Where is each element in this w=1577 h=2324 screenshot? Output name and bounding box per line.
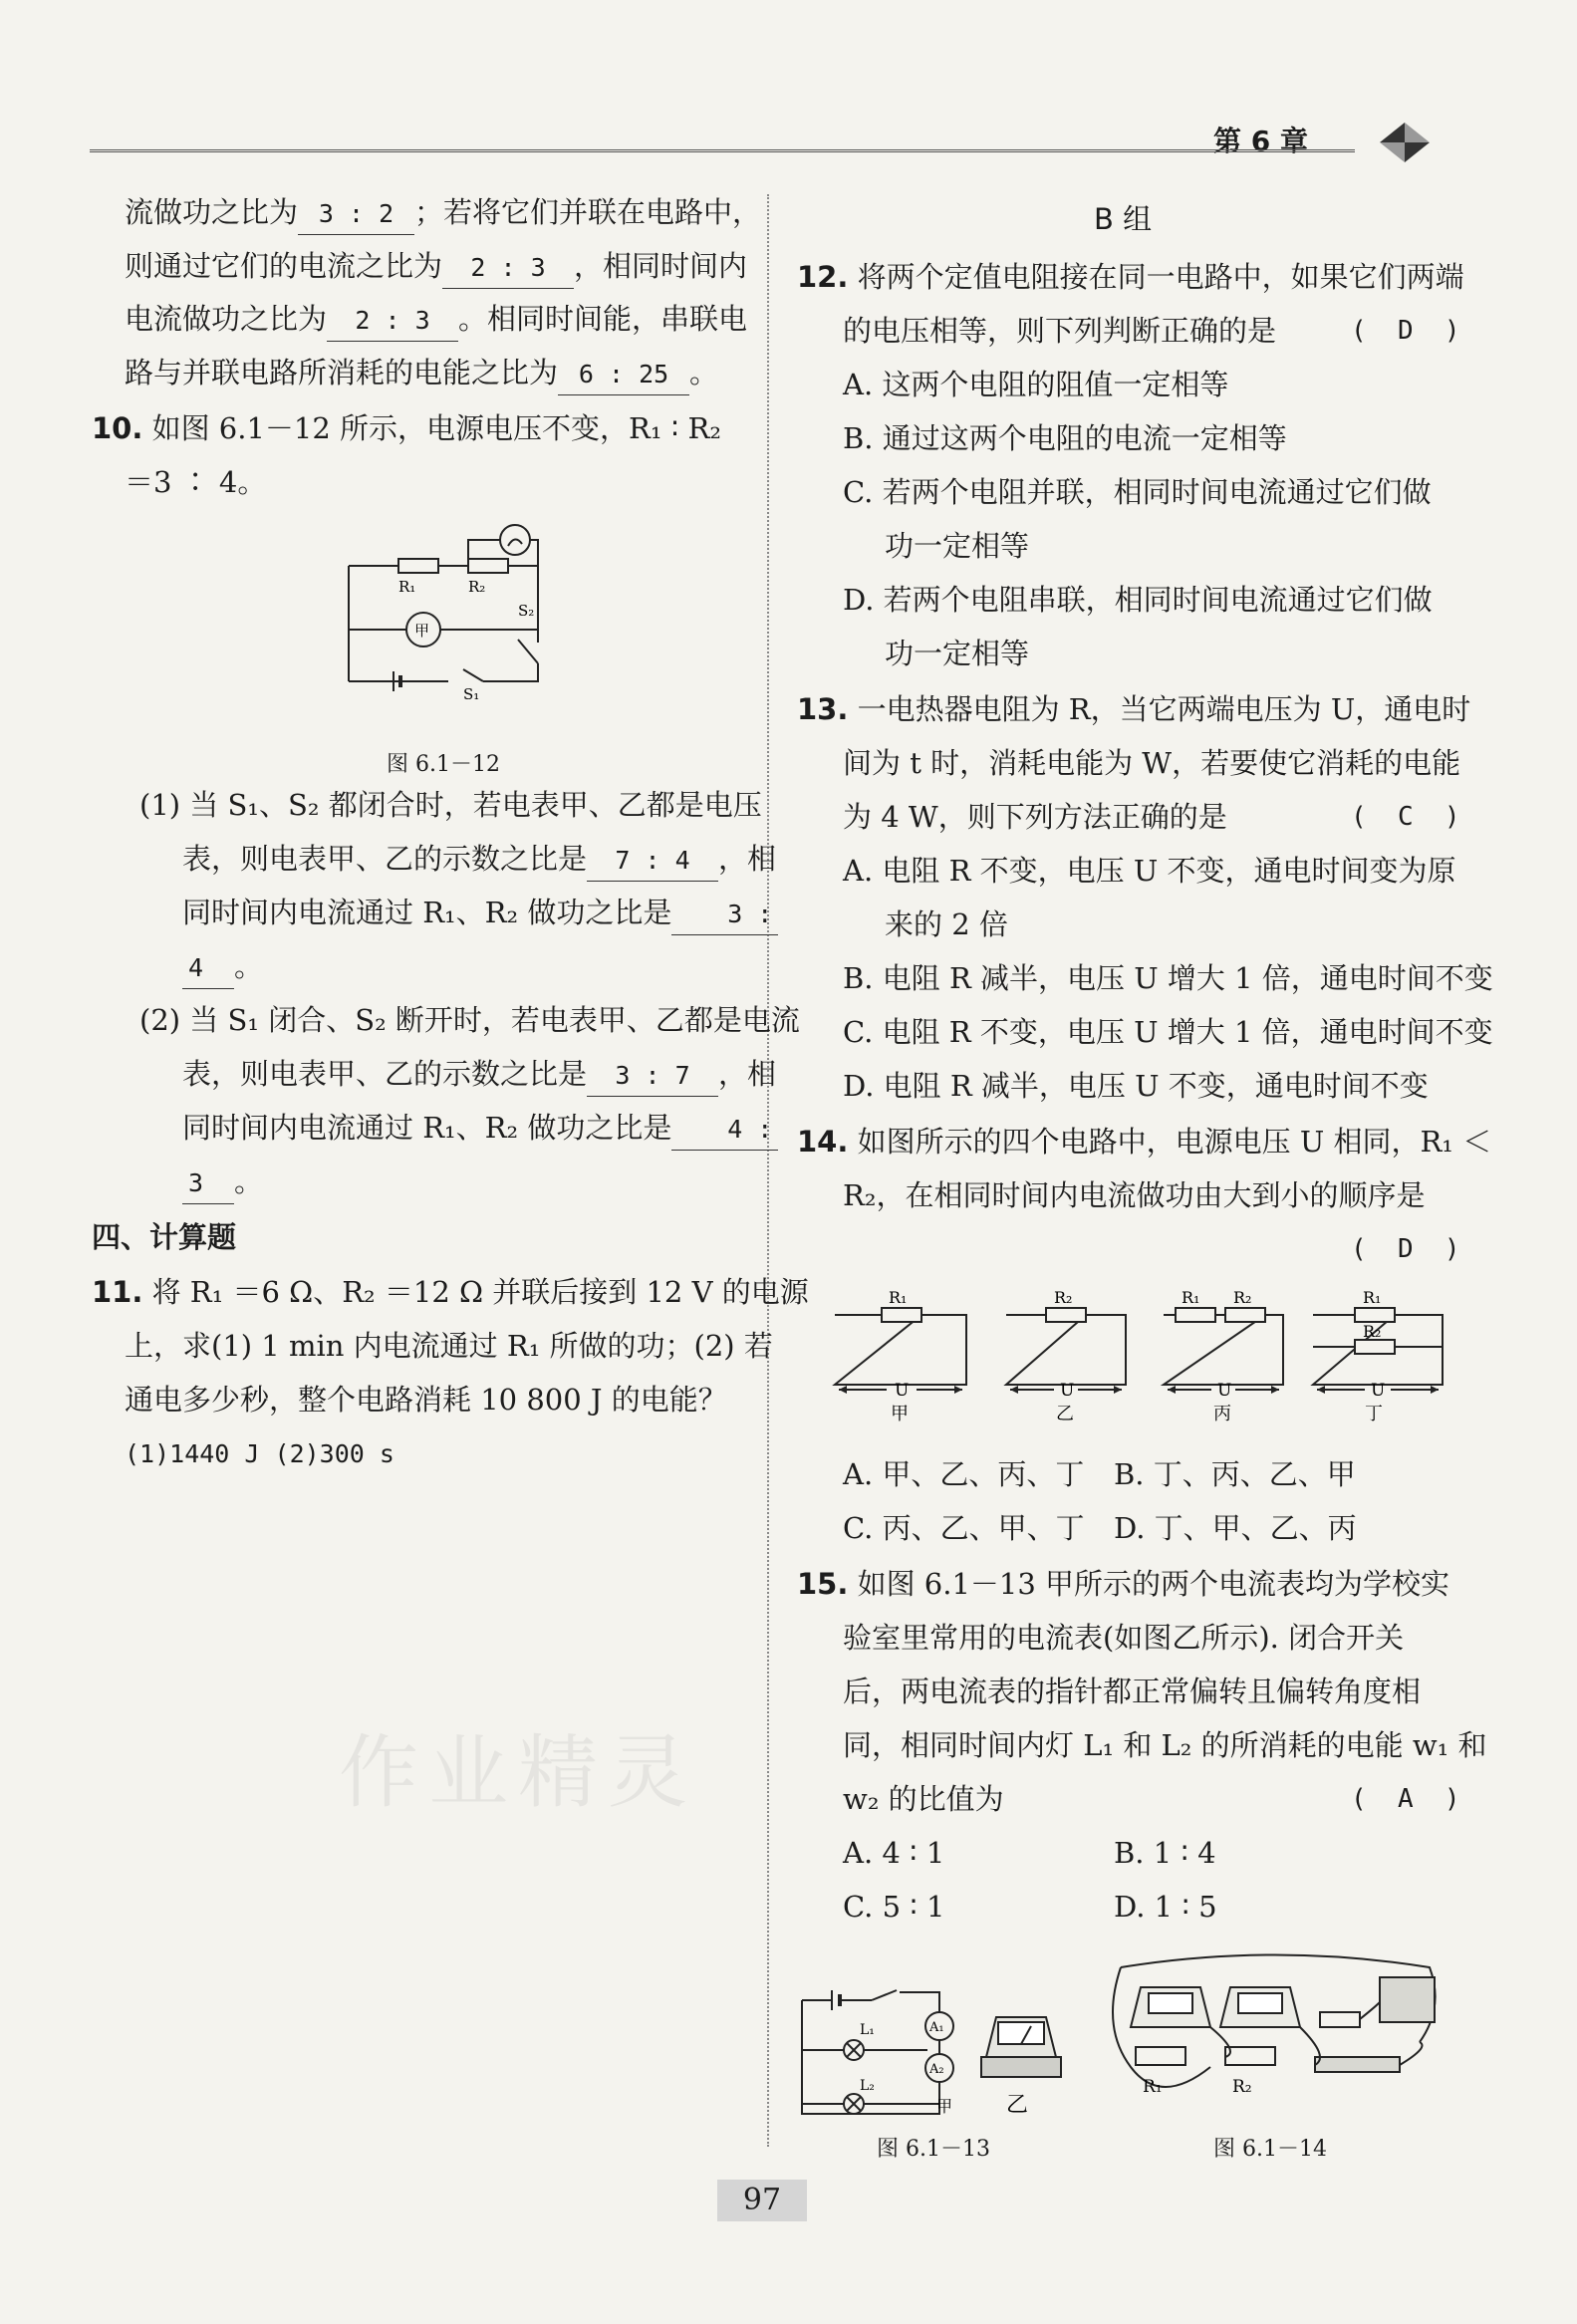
q10-2-answer-3: 3 bbox=[182, 1163, 234, 1204]
q12-option-d-cont: 功一定相等 bbox=[885, 637, 1030, 670]
q10-1-answer-1: 7 : 4 bbox=[587, 841, 718, 882]
q13-line-3: 为 4 W，则下列方法正确的是 ( C ) bbox=[843, 800, 1460, 834]
svg-text:丙: 丙 bbox=[1213, 1404, 1231, 1424]
q15-line-4: 同，相同时间内灯 L₁ 和 L₂ 的所消耗的电能 w₁ 和 bbox=[843, 1728, 1487, 1762]
svg-text:丁: 丁 bbox=[1365, 1404, 1383, 1424]
q10-line-1: 10. 如图 6.1－12 所示，电源电压不变，R₁ ∶ R₂ bbox=[92, 411, 721, 445]
q12-option-c-cont: 功一定相等 bbox=[885, 529, 1030, 563]
q13-line-1: 13. 一电热器电阻为 R，当它两端电压为 U，通电时 bbox=[797, 692, 1471, 726]
q9-line-3: 电流做功之比为 2 : 3 。相同时间能，串联电 bbox=[125, 299, 747, 342]
q12-option-b: B. 通过这两个电阻的电流一定相等 bbox=[843, 421, 1287, 455]
q10-1-line-1: (1) 当 S₁、S₂ 都闭合时，若电表甲、乙都是电压 bbox=[139, 788, 762, 822]
q14-line-1: 14. 如图所示的四个电路中，电源电压 U 相同，R₁ ＜ bbox=[797, 1125, 1492, 1159]
chapter-label: 第 6 章 bbox=[1213, 125, 1308, 157]
q10-2-answer-2: 4 : bbox=[671, 1110, 778, 1151]
svg-text:乙: 乙 bbox=[1006, 2093, 1029, 2118]
q12-line-1: 12. 将两个定值电阻接在同一电路中，如果它们两端 bbox=[797, 260, 1464, 294]
svg-text:甲: 甲 bbox=[891, 1404, 909, 1424]
q12-line-2: 的电压相等，则下列判断正确的是 ( D ) bbox=[843, 314, 1460, 348]
svg-text:U: U bbox=[1217, 1381, 1232, 1401]
q15-option-d: D. 1 ∶ 5 bbox=[1114, 1890, 1217, 1924]
svg-text:甲: 甲 bbox=[414, 622, 430, 640]
q9-line-1: 流做功之比为 3 : 2 ；若将它们并联在电路中， bbox=[125, 192, 761, 235]
q14-answer: D bbox=[1397, 1234, 1414, 1264]
q15-answer: A bbox=[1397, 1784, 1414, 1814]
q13-option-a: A. 电阻 R 不变，电压 U 不变，通电时间变为原 bbox=[843, 854, 1456, 888]
q12-answer: D bbox=[1397, 316, 1414, 346]
q13-option-a-cont: 来的 2 倍 bbox=[885, 907, 1008, 941]
q13-answer: C bbox=[1397, 802, 1414, 832]
q15-option-b: B. 1 ∶ 4 bbox=[1114, 1836, 1216, 1870]
q14-option-b: B. 丁、丙、乙、甲 bbox=[1114, 1457, 1356, 1491]
svg-text:R₂: R₂ bbox=[468, 578, 486, 596]
q10-2-line-1: (2) 当 S₁ 闭合、S₂ 断开时，若电表甲、乙都是电流 bbox=[139, 1003, 800, 1037]
group-b-heading: B 组 bbox=[1094, 202, 1153, 236]
q12-option-d: D. 若两个电阻串联，相同时间电流通过它们做 bbox=[843, 583, 1433, 617]
q11-line-2: 上，求(1) 1 min 内电流通过 R₁ 所做的功；(2) 若 bbox=[125, 1329, 773, 1363]
q9-answer-2: 2 : 3 bbox=[442, 248, 574, 289]
q10-line-2: ＝3 ∶ 4。 bbox=[125, 465, 267, 499]
q14-circuits-figure bbox=[827, 1285, 1454, 1434]
q13-option-c: C. 电阻 R 不变，电压 U 增大 1 倍，通电时间不变 bbox=[843, 1015, 1493, 1049]
q15-line-3: 后，两电流表的指针都正常偏转且偏转角度相 bbox=[843, 1675, 1422, 1708]
svg-text:A₂: A₂ bbox=[929, 2062, 944, 2077]
q14-option-d: D. 丁、甲、乙、丙 bbox=[1114, 1511, 1357, 1545]
figure-6-1-12 bbox=[329, 518, 558, 702]
svg-text:A₁: A₁ bbox=[929, 2020, 944, 2035]
q10-1-answer-2: 3 : bbox=[671, 895, 778, 935]
q9-line-2: 则通过它们的电流之比为 2 : 3 ，相同时间内 bbox=[125, 246, 747, 289]
q15-line-1: 15. 如图 6.1－13 甲所示的两个电流表均为学校实 bbox=[797, 1567, 1450, 1601]
svg-text:R₂: R₂ bbox=[1233, 1288, 1252, 1307]
column-divider bbox=[767, 194, 769, 2147]
watermark: 作业精灵 bbox=[339, 1726, 697, 1819]
q10-2-line-3: 同时间内电流通过 R₁、R₂ 做功之比是 4 : bbox=[182, 1108, 778, 1151]
svg-text:U: U bbox=[1371, 1381, 1386, 1401]
q15-option-c: C. 5 ∶ 1 bbox=[843, 1890, 945, 1924]
q9-answer-4: 6 : 25 bbox=[558, 355, 689, 395]
q15-line-5: w₂ 的比值为 ( A ) bbox=[843, 1782, 1460, 1816]
q13-option-d: D. 电阻 R 减半，电压 U 不变，通电时间不变 bbox=[843, 1069, 1429, 1103]
figure-6-1-14 bbox=[1101, 1947, 1449, 2122]
q9-answer-3: 2 : 3 bbox=[327, 301, 458, 342]
q11-line-1: 11. 将 R₁ ＝6 Ω、R₂ ＝12 Ω 并联后接到 12 V 的电源 bbox=[92, 1275, 809, 1309]
svg-text:R₂: R₂ bbox=[1232, 2077, 1252, 2097]
header-rule bbox=[90, 149, 1355, 152]
svg-text:L₁: L₁ bbox=[860, 2022, 875, 2038]
q9-line-4: 路与并联电路所消耗的电能之比为 6 : 25 。 bbox=[125, 353, 718, 395]
svg-text:R₁: R₁ bbox=[1182, 1288, 1200, 1307]
q14-option-c: C. 丙、乙、甲、丁 bbox=[843, 1511, 1085, 1545]
svg-text:R₂: R₂ bbox=[1054, 1288, 1073, 1307]
q15-line-2: 验室里常用的电流表(如图乙所示). 闭合开关 bbox=[843, 1621, 1405, 1655]
q10-1-answer-3: 4 bbox=[182, 948, 234, 989]
figure-6-1-13 bbox=[792, 1982, 1071, 2127]
q10-1-line-2: 表，则电表甲、乙的示数之比是 7 : 4 ，相 bbox=[182, 839, 776, 882]
svg-text:R₁: R₁ bbox=[1363, 1288, 1382, 1307]
q9-answer-1: 3 : 2 bbox=[298, 194, 414, 235]
svg-text:S₂: S₂ bbox=[518, 602, 535, 620]
q12-option-a: A. 这两个电阻的阻值一定相等 bbox=[843, 368, 1229, 401]
q14-option-a: A. 甲、乙、丙、丁 bbox=[843, 1457, 1085, 1491]
svg-text:U: U bbox=[895, 1381, 910, 1401]
q10-2-line-2: 表，则电表甲、乙的示数之比是 3 : 7 ，相 bbox=[182, 1054, 776, 1097]
q11-answer: (1)1440 J (2)300 s bbox=[125, 1439, 394, 1468]
fig14-caption: 图 6.1－14 bbox=[1213, 2137, 1327, 2162]
svg-text:乙: 乙 bbox=[1056, 1404, 1074, 1424]
svg-text:U: U bbox=[1060, 1381, 1075, 1401]
q10-2-answer-1: 3 : 7 bbox=[587, 1056, 718, 1097]
q11-line-3: 通电多少秒，整个电路消耗 10 800 J 的电能？ bbox=[125, 1383, 727, 1417]
svg-text:R₂: R₂ bbox=[1363, 1322, 1382, 1341]
q14-line-2: R₂，在相同时间内电流做功由大到小的顺序是 bbox=[843, 1178, 1426, 1212]
q12-option-c: C. 若两个电阻并联，相同时间电流通过它们做 bbox=[843, 475, 1432, 509]
q10-2-line-4: 3 。 bbox=[182, 1162, 263, 1204]
svg-text:R₁: R₁ bbox=[1143, 2077, 1163, 2097]
section-4-heading: 四、计算题 bbox=[92, 1220, 237, 1254]
chapter-logo-icon bbox=[1375, 118, 1435, 167]
svg-text:L₂: L₂ bbox=[860, 2078, 875, 2094]
q15-option-a: A. 4 ∶ 1 bbox=[843, 1836, 945, 1870]
svg-text:甲: 甲 bbox=[936, 2097, 953, 2116]
q10-1-line-3: 同时间内电流通过 R₁、R₂ 做功之比是 3 : bbox=[182, 893, 778, 935]
q10-1-line-4: 4 。 bbox=[182, 946, 263, 989]
q13-option-b: B. 电阻 R 减半，电压 U 增大 1 倍，通电时间不变 bbox=[843, 961, 1493, 995]
q13-line-2: 间为 t 时，消耗电能为 W，若要使它消耗的电能 bbox=[843, 746, 1461, 780]
svg-text:R₁: R₁ bbox=[889, 1288, 908, 1307]
fig12-caption: 图 6.1－12 bbox=[387, 752, 500, 777]
q14-answer-paren: ( D ) bbox=[1351, 1234, 1460, 1264]
svg-text:S₁: S₁ bbox=[463, 685, 480, 702]
fig13-caption: 图 6.1－13 bbox=[877, 2137, 990, 2162]
page-number: 97 bbox=[717, 2180, 807, 2221]
svg-text:R₁: R₁ bbox=[398, 578, 416, 596]
